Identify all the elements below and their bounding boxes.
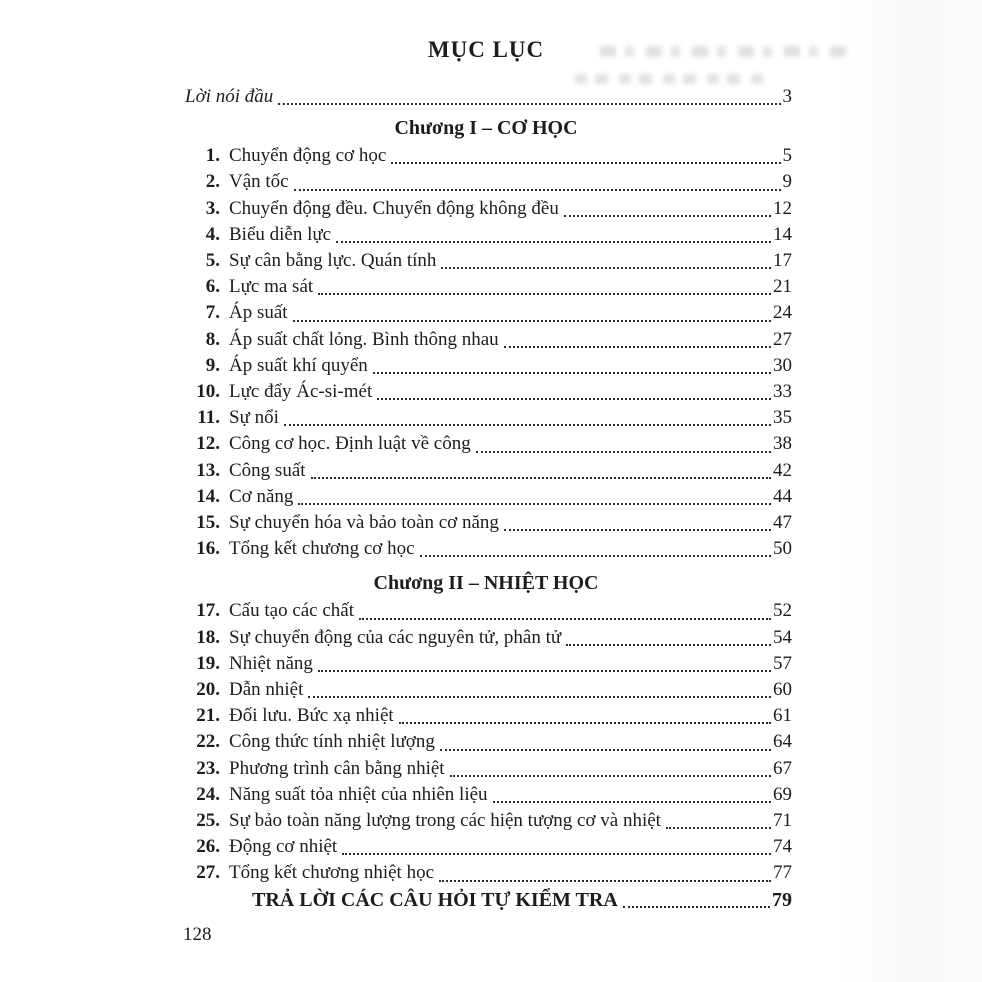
item-number: 7. (205, 302, 220, 324)
item-label: Sự chuyển động của các nguyên tử, phân tử (229, 626, 562, 648)
item-label: Năng suất tỏa nhiệt của nhiên liệu (229, 783, 488, 805)
item-number: 8. (205, 328, 220, 350)
item-page-number: 77 (773, 862, 792, 884)
item-label: Sự chuyển hóa và bảo toàn cơ năng (229, 512, 499, 534)
item-label: Lực đẩy Ác-si-mét (229, 381, 373, 403)
item-number: 6. (205, 276, 220, 298)
toc-item (180, 484, 792, 510)
item-page-number: 60 (773, 679, 792, 701)
item-page-number: 24 (773, 302, 792, 324)
chapter-items (180, 143, 792, 562)
dot-leader (308, 696, 771, 698)
item-label: Biểu diễn lực (229, 223, 332, 245)
table-of-contents (180, 0, 792, 913)
item-number: 10. (196, 381, 220, 403)
toc-item (180, 458, 792, 484)
dot-leader (294, 189, 781, 191)
item-label: Áp suất (229, 302, 288, 324)
toc-item (180, 729, 792, 755)
dot-leader (311, 477, 771, 479)
dot-leader (342, 853, 771, 855)
item-label: Phương trình cân bằng nhiệt (229, 757, 445, 779)
item-number: 13. (196, 459, 220, 481)
item-number: 11. (197, 407, 220, 429)
chapters-container (180, 115, 792, 886)
dot-leader (293, 320, 771, 322)
item-label: Dẫn nhiệt (229, 679, 304, 701)
item-number: 9. (205, 354, 220, 376)
dot-leader (298, 503, 771, 505)
item-label: Lực ma sát (229, 276, 314, 298)
dot-leader (377, 398, 771, 400)
dot-leader (318, 293, 771, 295)
item-label: Tổng kết chương nhiệt học (229, 862, 435, 884)
item-number: 20. (196, 679, 220, 701)
item-page-number: 57 (773, 652, 792, 674)
item-page-number: 74 (773, 836, 792, 858)
item-number: 3. (205, 197, 220, 219)
item-label: Đối lưu. Bức xạ nhiệt (229, 705, 394, 727)
item-page-number: 27 (773, 328, 792, 350)
dot-leader (476, 451, 771, 453)
item-page-number: 9 (782, 171, 792, 193)
item-label: Áp suất khí quyển (229, 354, 368, 376)
item-number: 17. (196, 600, 220, 622)
item-number: 22. (196, 731, 220, 753)
answers-label: TRẢ LỜI CÁC CÂU HỎI TỰ KIỂM TRA (252, 888, 618, 911)
item-page-number: 42 (773, 459, 792, 481)
item-page-number: 64 (773, 731, 792, 753)
toc-item (180, 598, 792, 624)
dot-leader (420, 555, 771, 557)
item-label: Sự cân bằng lực. Quán tính (229, 250, 437, 272)
item-label: Sự nổi (229, 407, 279, 429)
toc-item (180, 143, 792, 169)
dot-leader (504, 529, 771, 531)
item-label: Sự bảo toàn năng lượng trong các hiện tượng cơ và nhiệt (229, 810, 661, 832)
footer-page-number: 128 (183, 924, 212, 945)
chapter-heading: Chương I – CƠ HỌC (394, 117, 578, 140)
item-label: Cấu tạo các chất (229, 600, 355, 622)
item-number: 16. (196, 538, 220, 560)
toc-item (180, 860, 792, 886)
dot-leader (564, 215, 771, 217)
item-page-number: 35 (773, 407, 792, 429)
item-label: Công thức tính nhiệt lượng (229, 731, 435, 753)
item-number: 4. (205, 223, 220, 245)
toc-item (180, 405, 792, 431)
item-label: Chuyển động cơ học (229, 145, 387, 167)
item-number: 23. (196, 757, 220, 779)
item-page-number: 71 (773, 810, 792, 832)
dot-leader (318, 670, 771, 672)
item-number: 14. (196, 485, 220, 507)
item-page-number: 67 (773, 757, 792, 779)
toc-item (180, 353, 792, 379)
item-label: Tổng kết chương cơ học (229, 538, 415, 560)
toc-item (180, 431, 792, 457)
item-number: 1. (205, 145, 220, 167)
toc-item (180, 651, 792, 677)
dot-leader (450, 775, 771, 777)
chapter-items (180, 598, 792, 886)
dot-leader (504, 346, 771, 348)
item-page-number: 54 (773, 626, 792, 648)
page-title: MỤC LỤC (427, 37, 545, 62)
item-page-number: 14 (773, 223, 792, 245)
item-page-number: 17 (773, 250, 792, 272)
item-label: Cơ năng (229, 485, 294, 507)
dot-leader (623, 906, 770, 908)
dot-leader (336, 241, 771, 243)
preface-label: Lời nói đầu (185, 86, 274, 107)
item-number: 15. (196, 512, 220, 534)
item-page-number: 69 (773, 783, 792, 805)
toc-item (180, 703, 792, 729)
toc-item (180, 808, 792, 834)
dot-leader (284, 424, 771, 426)
toc-preface-row (180, 84, 792, 110)
item-number: 21. (196, 705, 220, 727)
dot-leader (391, 162, 780, 164)
toc-answers-row (180, 887, 792, 913)
chapter-section (180, 570, 792, 886)
item-page-number: 33 (773, 381, 792, 403)
item-label: Công cơ học. Định luật về công (229, 433, 471, 455)
item-number: 25. (196, 810, 220, 832)
toc-item (180, 834, 792, 860)
item-page-number: 21 (773, 276, 792, 298)
dot-leader (440, 749, 771, 751)
dot-leader (439, 880, 771, 882)
item-number: 27. (196, 862, 220, 884)
item-number: 5. (205, 250, 220, 272)
item-number: 18. (196, 626, 220, 648)
item-number: 24. (196, 783, 220, 805)
dot-leader (359, 618, 771, 620)
toc-item (180, 379, 792, 405)
item-label: Áp suất chất lỏng. Bình thông nhau (229, 328, 499, 350)
answers-page-number: 79 (772, 888, 792, 911)
item-page-number: 38 (773, 433, 792, 455)
dot-leader (666, 827, 771, 829)
item-label: Công suất (229, 459, 306, 481)
scan-edge-shading (832, 0, 982, 982)
item-number: 12. (196, 433, 220, 455)
toc-item (180, 169, 792, 195)
item-page-number: 47 (773, 512, 792, 534)
dot-leader (373, 372, 771, 374)
item-label: Vận tốc (229, 171, 289, 193)
item-page-number: 50 (773, 538, 792, 560)
toc-item (180, 510, 792, 536)
item-number: 2. (205, 171, 220, 193)
dot-leader (399, 722, 771, 724)
item-number: 19. (196, 652, 220, 674)
item-label: Nhiệt năng (229, 652, 313, 674)
item-page-number: 12 (773, 197, 792, 219)
toc-item (180, 248, 792, 274)
item-page-number: 30 (773, 354, 792, 376)
item-page-number: 5 (782, 145, 792, 167)
toc-item (180, 327, 792, 353)
toc-item (180, 222, 792, 248)
item-page-number: 61 (773, 705, 792, 727)
toc-item (180, 677, 792, 703)
item-number: 26. (196, 836, 220, 858)
item-page-number: 52 (773, 600, 792, 622)
toc-item (180, 782, 792, 808)
toc-item (180, 300, 792, 326)
toc-item (180, 196, 792, 222)
chapter-section (180, 115, 792, 562)
dot-leader (566, 644, 771, 646)
dot-leader (493, 801, 771, 803)
dot-leader (278, 103, 780, 105)
toc-item (180, 274, 792, 300)
toc-item (180, 756, 792, 782)
item-label: Động cơ nhiệt (229, 836, 338, 858)
toc-item (180, 625, 792, 651)
preface-page-number: 3 (782, 86, 792, 107)
chapter-heading: Chương II – NHIỆT HỌC (373, 572, 599, 595)
item-page-number: 44 (773, 485, 792, 507)
toc-item (180, 536, 792, 562)
item-label: Chuyển động đều. Chuyển động không đều (229, 197, 559, 219)
dot-leader (441, 267, 771, 269)
